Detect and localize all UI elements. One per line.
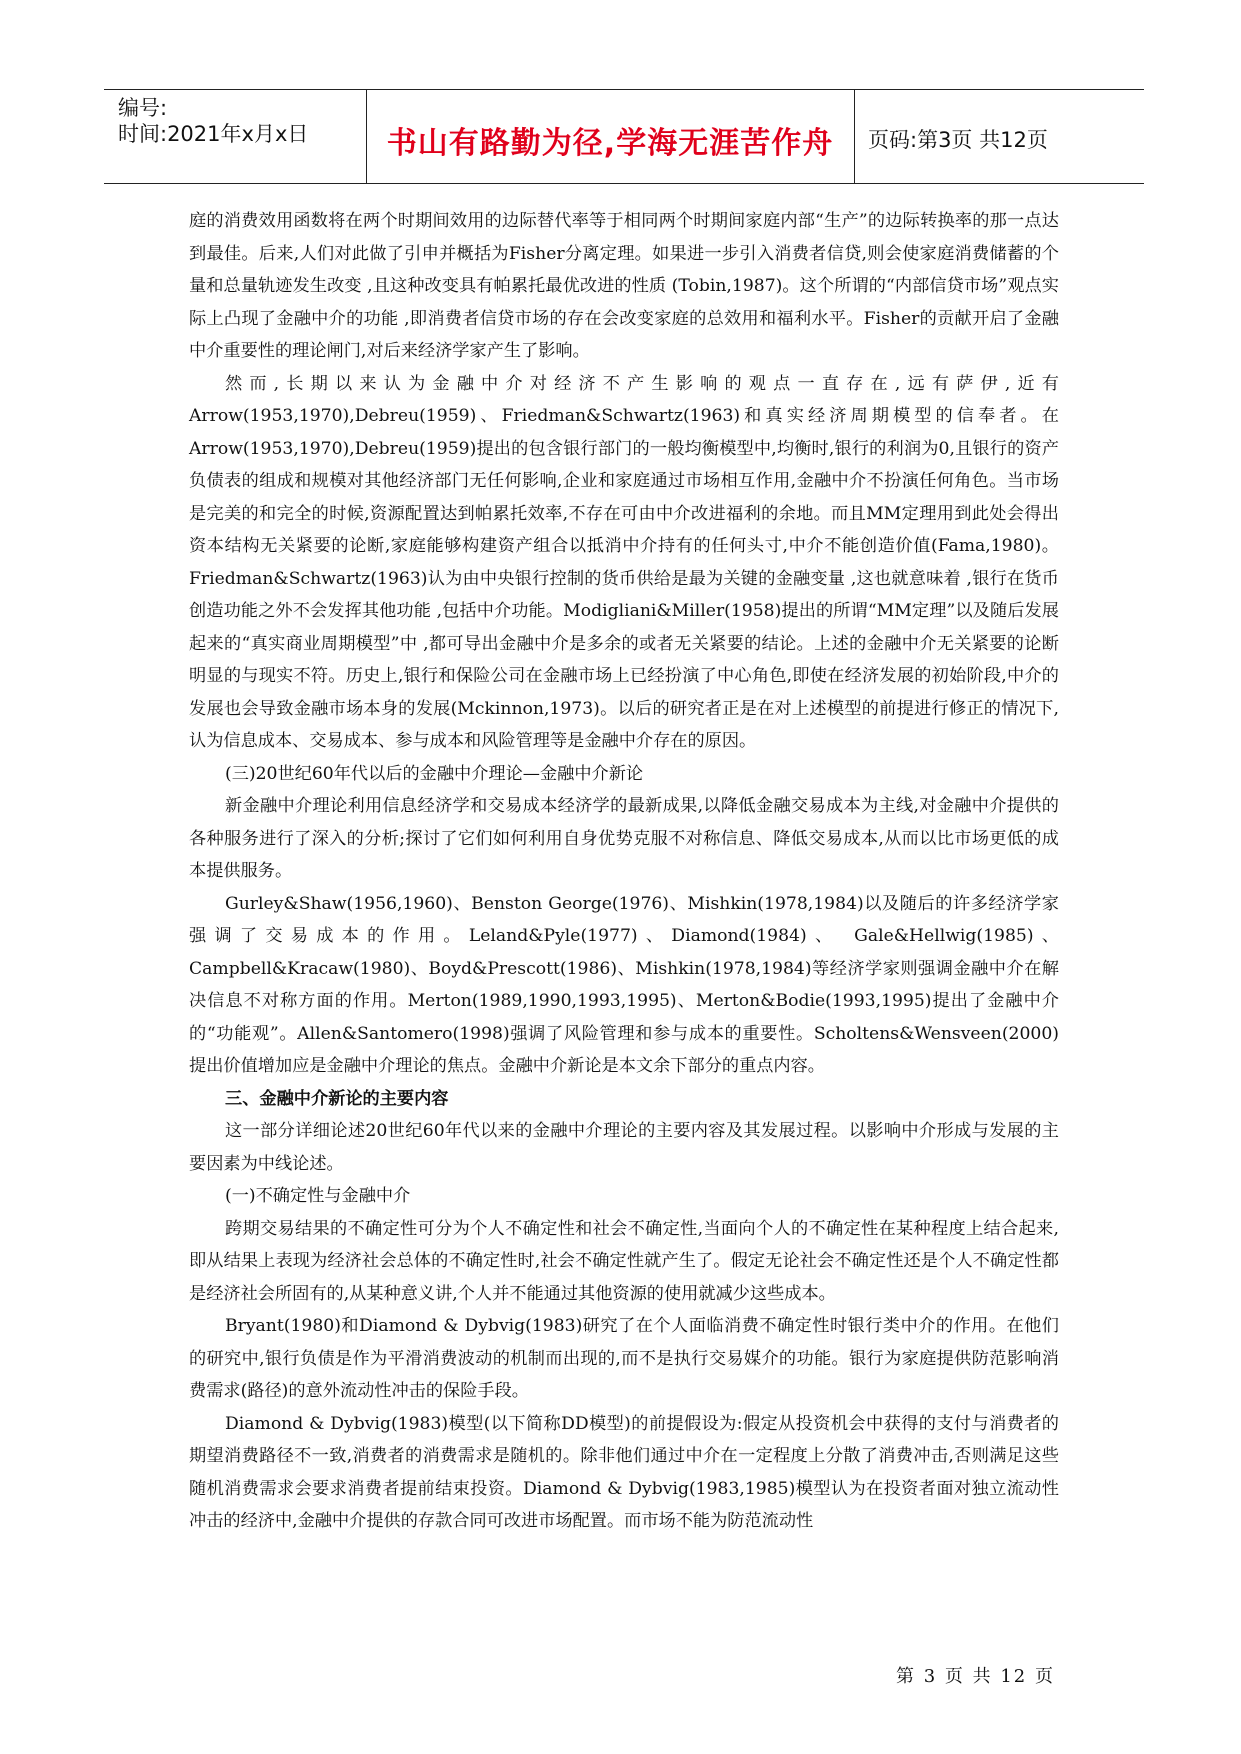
document-body — [189, 205, 1059, 1538]
body-paragraph: 庭的消费效用函数将在两个时期间效用的边际替代率等于相同两个时期间家庭内部“生产”的边际转换率的那一点达到最佳。后来,人们对此做了引申并概括为Fisher分离定理。如果进一步引入消费者信贷,则会使家庭消费储蓄的个量和总量轨迹发生改变 ,且这种改变具有帕累托最优改进的性质 (Tobin,1987)。这个所谓的“内部信贷市场”观点实际上凸现了金融中介的功能 ,即消费者信贷市场的存在会改变家庭的总效用和福利水平。Fisher的贡献开启了金融中介重要性的理论闸门,对后来经济学家产生了影响。 — [189, 211, 1059, 361]
header-motto: 书山有路勤为径,学海无涯苦作舟 — [386, 126, 834, 161]
header-meta-cell — [104, 90, 367, 183]
section-subheading: (一)不确定性与金融中介 — [225, 1186, 411, 1206]
header-page-info: 页码:第3页 共12页 — [868, 128, 1048, 152]
body-paragraph: 新金融中介理论利用信息经济学和交易成本经济学的最新成果,以降低金融交易成本为主线,对金融中介提供的各种服务进行了深入的分析;探讨了它们如何利用自身优势克服不对称信息、降低交易成本,从而以比市场更低的成本提供服务。 — [189, 796, 1059, 881]
document-time-label: 时间:2021年x月x日 — [118, 122, 309, 146]
body-paragraph: 然而,长期以来认为金融中介对经济不产生影响的观点一直存在,远有萨伊,近有 Arrow(1953,1970),Debreu(1959)、Friedman&Schwartz(1963)和真实经济周期模型的信奉者。在Arrow(1953,1970),Debreu(1959)提出的包含银行部门的一般均衡模型中,均衡时,银行的利润为0,且银行的资产负债表的组成和规模对其他经济部门无任何影响,企业和家庭通过市场相互作用,金融中介不扮演任何角色。当市场是完美的和完全的时候,资源配置达到帕累托效率,不存在可由中介改进福利的余地。而且MM定理用到此处会得出资本结构无关紧要的论断,家庭能够构建资产组合以抵消中介持有的任何头寸,中介不能创造价值(Fama,1980)。Friedman&Schwartz(1963)认为由中央银行控制的货币供给是最为关键的金融变量 ,这也就意味着 ,银行在货币创造功能之外不会发挥其他功能 ,包括中介功能。Modigliani&Miller(1958)提出的所谓“MM定理”以及随后发展起来的“真实商业周期模型”中 ,都可导出金融中介是多余的或者无关紧要的结论。上述的金融中介无关紧要的论断明显的与现实不符。历史上,银行和保险公司在金融市场上已经扮演了中心角色,即使在经济发展的初始阶段,中介的发展也会导致金融市场本身的发展(Mckinnon,1973)。以后的研究者正是在对上述模型的前提进行修正的情况下,认为信息成本、交易成本、参与成本和风险管理等是金融中介存在的原因。 — [189, 373, 1059, 751]
section-subheading: (三)20世纪60年代以后的金融中介理论—金融中介新论 — [225, 763, 644, 784]
body-paragraph: 这一部分详细论述20世纪60年代以来的金融中介理论的主要内容及其发展过程。以影响中介形成与发展的主要因素为中线论述。 — [189, 1121, 1059, 1174]
body-paragraph: 跨期交易结果的不确定性可分为个人不确定性和社会不确定性,当面向个人的不确定性在某种程度上结合起来,即从结果上表现为经济社会总体的不确定性时,社会不确定性就产生了。假定无论社会不确定性还是个人不确定性都是经济社会所固有的,从某种意义讲,个人并不能通过其他资源的使用就减少这些成本。 — [189, 1218, 1059, 1304]
body-paragraph: Bryant(1980)和Diamond & Dybvig(1983)研究了在个人面临消费不确定性时银行类中介的作用。在他们的研究中,银行负债是作为平滑消费波动的机制而出现的,而不是执行交易媒介的功能。银行为家庭提供防范影响消费需求(路径)的意外流动性冲击的保险手段。 — [189, 1316, 1059, 1401]
header-page-cell — [854, 90, 1144, 183]
body-paragraph: Diamond & Dybvig(1983)模型(以下简称DD模型)的前提假设为:假定从投资机会中获得的支付与消费者的期望消费路径不一致,消费者的消费需求是随机的。除非他们通过中介在一定程度上分散了消费冲击,否则满足这些随机消费需求会要求消费者提前结束投资。Diamond & Dybvig(1983,1985)模型认为在投资者面对独立流动性冲击的经济中,金融中介提供的存款合同可改进市场配置。而市场不能为防范流动性 — [189, 1413, 1059, 1531]
document-number-label: 编号: — [118, 96, 168, 120]
section-heading: 三、金融中介新论的主要内容 — [225, 1088, 449, 1109]
page-footer: 第 3 页 共 12 页 — [896, 1666, 1055, 1687]
body-paragraph: Gurley&Shaw(1956,1960)、Benston George(1976)、Mishkin(1978,1984)以及随后的许多经济学家强调了交易成本的作用。Leland&Pyle(1977)、Diamond(1984)、 Gale&Hellwig(1985)、Campbell&Kracaw(1980)、Boyd&Prescott(1986)、Mishkin(1978,1984)等经济学家则强调金融中介在解决信息不对称方面的作用。Merton(1989,1990,1993,1995)、Merton&Bodie(1993,1995)提出了金融中介的“功能观”。Allen&Santomero(1998)强调了风险管理和参与成本的重要性。Scholtens&Wensveen(2000)提出价值增加应是金融中介理论的焦点。金融中介新论是本文余下部分的重点内容。 — [189, 893, 1059, 1076]
header-motto-cell — [366, 90, 855, 183]
page-header — [104, 89, 1144, 184]
